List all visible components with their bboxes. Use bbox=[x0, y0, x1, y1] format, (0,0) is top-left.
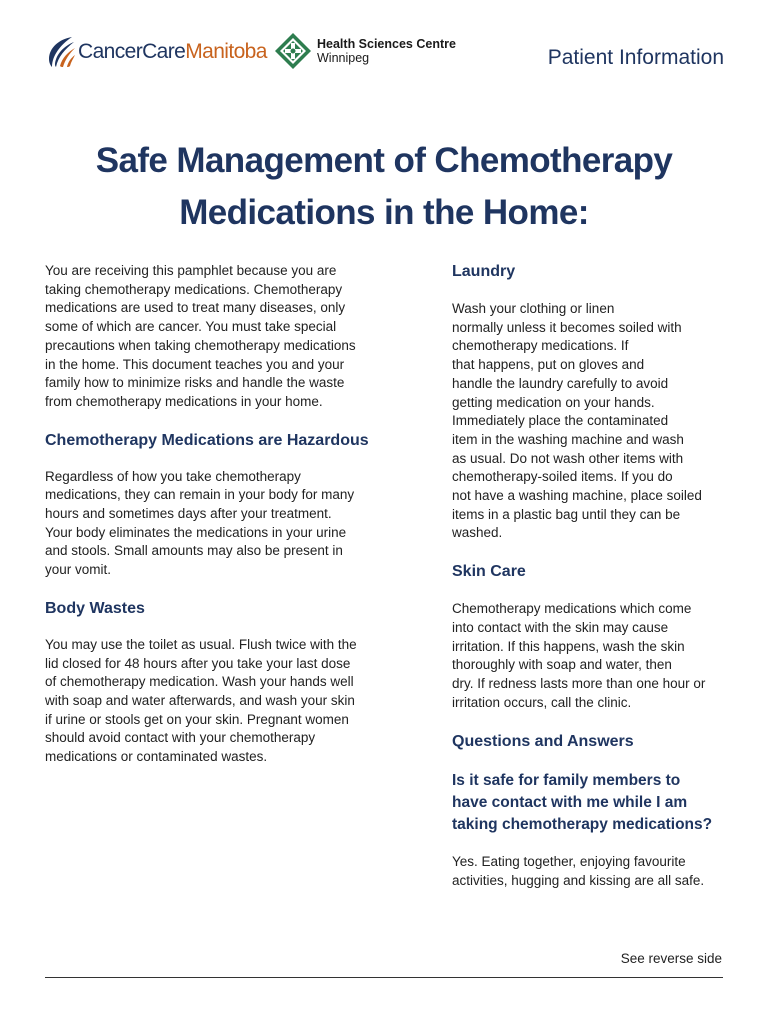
right-column bbox=[452, 262, 730, 891]
logo-text-manitoba: Manitoba bbox=[185, 40, 267, 63]
laundry-heading: Laundry bbox=[452, 263, 516, 280]
title-line-2: Medications in the Home: bbox=[179, 193, 589, 233]
skin-care-paragraph: Chemotherapy medications which come into contact with the skin may cause irritation. If this happens, wash the skin thoroughly with soap and water, then dry. If redness lasts more than one hour or irritation occurs, call the clinic. bbox=[452, 601, 706, 710]
logo-text-cancercare: CancerCare bbox=[78, 40, 186, 63]
logo-text-winnipeg: Winnipeg bbox=[317, 51, 370, 65]
qa-question: Is it safe for family members to have contact with me while I am taking chemotherapy medications? bbox=[452, 772, 713, 834]
patient-information-label: Patient Information bbox=[547, 46, 724, 69]
hazardous-paragraph: Regardless of how you take chemotherapy medications, they can remain in your body for many hours and sometimes days after your treatment. Your body eliminates the medications in your urine and stools. Small amounts may also be present in your vomit. bbox=[45, 468, 355, 578]
body-wastes-heading: Body Wastes bbox=[45, 599, 145, 617]
cancercare-swoosh-icon bbox=[44, 34, 76, 70]
title-line-1: Safe Management of Chemotherapy bbox=[95, 141, 673, 181]
body-wastes-paragraph: You may use the toilet as usual. Flush twice with the lid closed for 48 hours after you take your last dose of chemotherapy medication. Wash your hands well with soap and water afterwards, and wash your skin if urine or stools get on your skin. Pregnant women should avoid contact with your chemotherapy medications or contaminated wastes. bbox=[45, 636, 357, 765]
qa-answer: Yes. Eating together, enjoying favourite activities, hugging and kissing are all safe. bbox=[452, 854, 705, 889]
skin-care-heading: Skin Care bbox=[452, 563, 526, 581]
header bbox=[0, 0, 768, 100]
health-sciences-centre-logo bbox=[274, 32, 456, 70]
questions-answers-heading: Questions and Answers bbox=[452, 733, 634, 751]
hazardous-heading: Chemotherapy Medications are Hazardous bbox=[45, 431, 369, 449]
intro-paragraph: You are receiving this pamphlet because you are taking chemotherapy medications. Chemotherapy medications are used to treat many diseases, only some of which are cancer. You must take special precautions when taking chemotherapy medications in the home. This document teaches you and your family how to minimize risks and handle the waste from chemotherapy medications in your home. bbox=[45, 263, 356, 409]
footer-divider bbox=[45, 977, 723, 978]
document-title bbox=[44, 135, 724, 239]
logo-text-hsc: Health Sciences Centre bbox=[317, 37, 456, 51]
cancercare-manitoba-logo bbox=[44, 34, 267, 70]
laundry-paragraph: Wash your clothing or linen normally unless it becomes soiled with chemotherapy medications. If that happens, put on gloves and handle the laundry carefully to avoid getting medication on your hands. Immediately place the contaminated item in the washing machine and wash as usual. Do not wash other items with chemotherapy-soiled items. If you do not have a washing machine, place soiled items in a plastic bag until they can be washed. bbox=[452, 301, 702, 541]
see-reverse-side-note: See reverse side bbox=[620, 951, 722, 966]
left-column bbox=[45, 262, 385, 767]
hsc-diamond-icon bbox=[274, 32, 312, 70]
